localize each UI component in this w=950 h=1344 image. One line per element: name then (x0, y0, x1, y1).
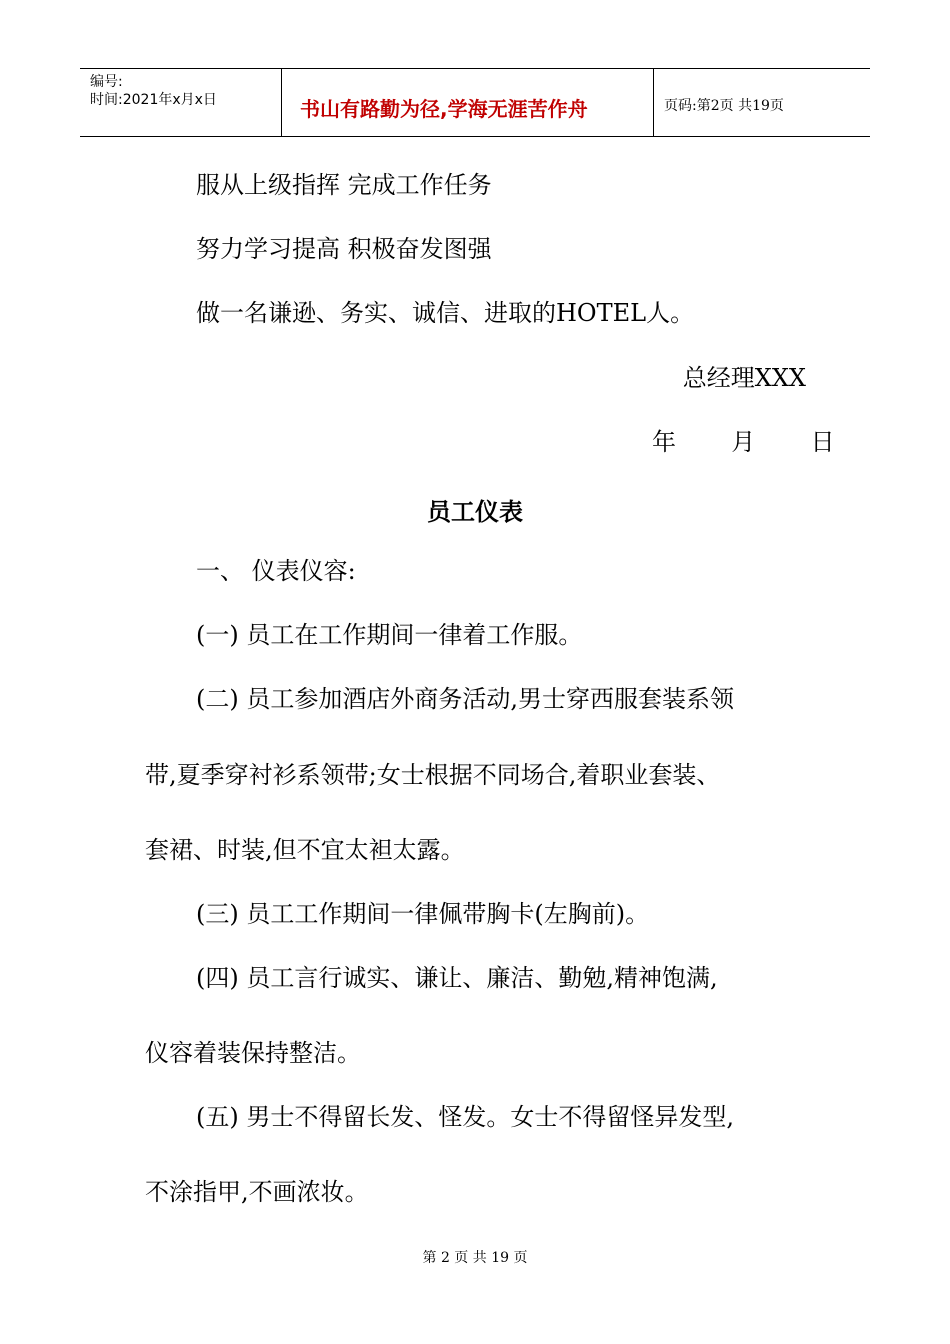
page-footer: 第 2 页 共 19 页 (422, 1250, 528, 1266)
header-page-cell (654, 69, 870, 136)
paragraph-1: (一) 员工在工作期间一律着工作服。 (196, 621, 583, 649)
header-page-info: 页码:第2页 共19页 (664, 98, 784, 114)
heading-appearance: 一、 仪表仪容: (196, 557, 356, 585)
paragraph-5-line-1: (五) 男士不得留长发、怪发。女士不得留怪异发型, (196, 1103, 734, 1131)
header-motto-cell (282, 69, 654, 136)
body-line-3: 做一名谦逊、务实、诚信、进取的HOTEL人。 (196, 299, 695, 327)
document-time-label: 时间:2021年x月x日 (90, 92, 217, 108)
date-day: 日 (810, 428, 835, 456)
page-header (80, 68, 870, 137)
signature: 总经理XXX (682, 364, 806, 392)
paragraph-3: (三) 员工工作期间一律佩带胸卡(左胸前)。 (196, 900, 650, 928)
header-meta-cell (80, 69, 282, 136)
date-line (652, 427, 835, 457)
date-year: 年 (652, 428, 676, 456)
body-line-2: 努力学习提高 积极奋发图强 (196, 235, 492, 263)
paragraph-4-line-1: (四) 员工言行诚实、谦让、廉洁、勤勉,精神饱满, (196, 964, 718, 992)
section-title: 员工仪表 (427, 498, 523, 526)
paragraph-2-line-1: (二) 员工参加酒店外商务活动,男士穿西服套装系领 (196, 685, 734, 713)
paragraph-5-line-2: 不涂指甲,不画浓妆。 (145, 1178, 369, 1206)
date-month: 月 (731, 428, 756, 456)
paragraph-2-line-2: 带,夏季穿衬衫系领带;女士根据不同场合,着职业套装、 (145, 761, 721, 789)
header-motto: 书山有路勤为径,学海无涯苦作舟 (300, 97, 588, 121)
paragraph-2-line-3: 套裙、时装,但不宜太袒太露。 (145, 836, 465, 864)
document-number-label: 编号: (90, 74, 123, 90)
body-line-1: 服从上级指挥 完成工作任务 (196, 171, 492, 199)
paragraph-4-line-2: 仪容着装保持整洁。 (145, 1039, 361, 1067)
